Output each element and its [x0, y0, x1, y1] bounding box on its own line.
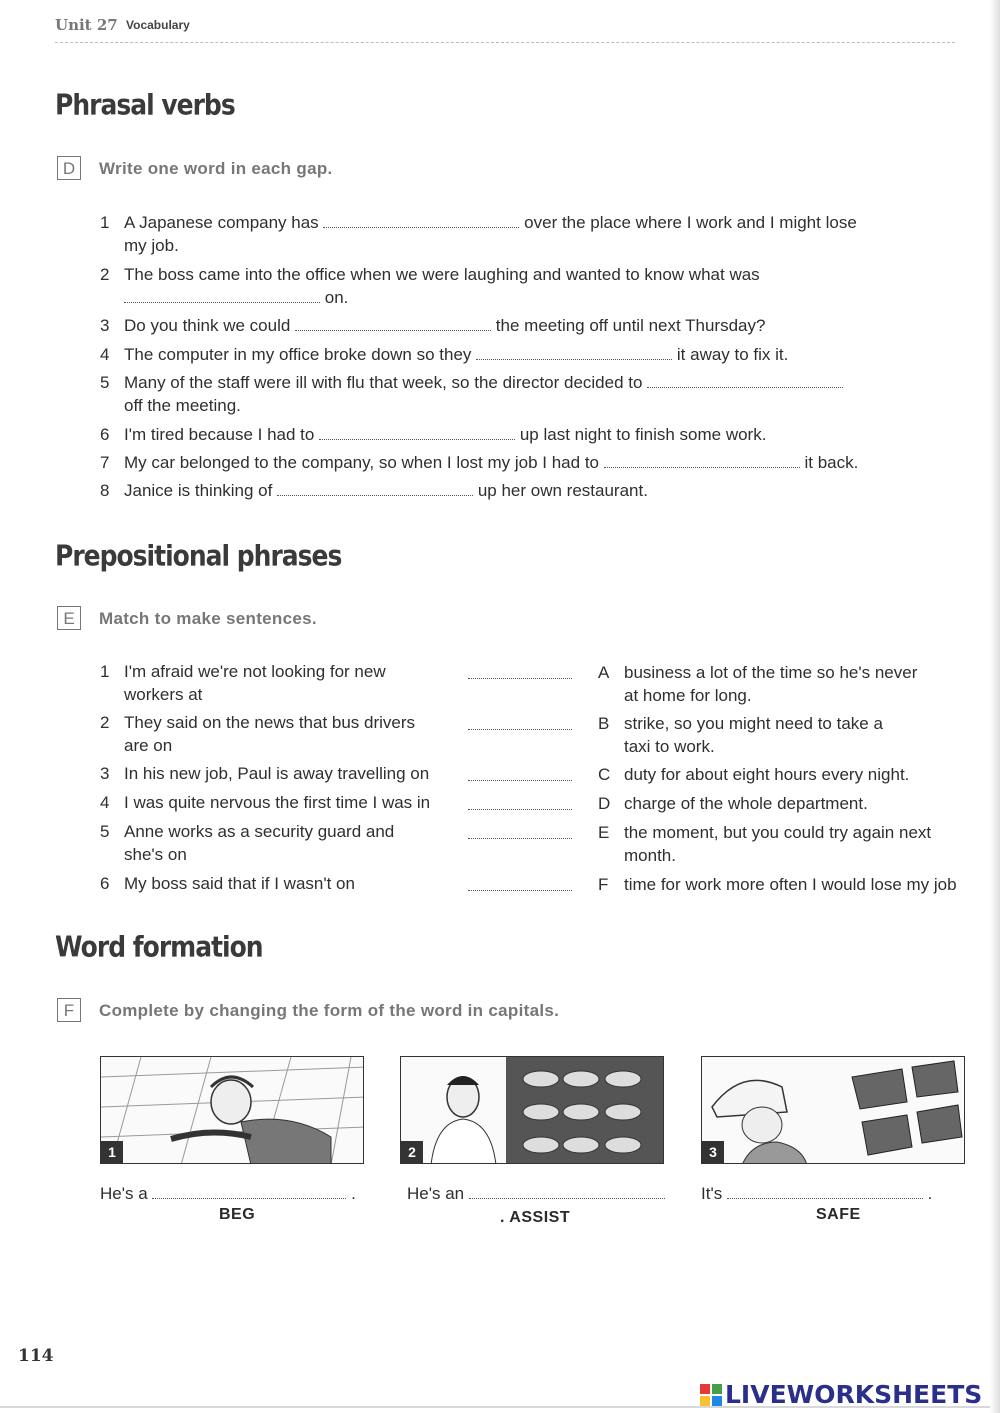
question-number: 7: [100, 453, 110, 472]
section-label: Vocabulary: [126, 18, 190, 32]
answer-gap-6[interactable]: [319, 427, 515, 440]
match-gap-6[interactable]: [468, 890, 572, 891]
wordform-sentence-1: [100, 1184, 356, 1204]
match-text: month.: [624, 846, 676, 865]
match-text: My boss said that if I wasn't on: [124, 874, 355, 893]
wordform-caps-1: BEG: [219, 1206, 256, 1223]
question-number: 4: [100, 345, 110, 364]
beggar-drawing: [101, 1057, 364, 1164]
question-number: 5: [100, 373, 110, 392]
wordform-end: .: [351, 1184, 356, 1203]
question-text: My car belonged to the company, so when I lost my job I had to: [124, 453, 599, 472]
match-left-item: [100, 791, 460, 814]
answer-gap-3[interactable]: [295, 318, 491, 331]
match-text: taxi to work.: [624, 737, 715, 756]
page-number: 114: [18, 1346, 54, 1366]
match-text: she's on: [124, 845, 187, 864]
match-text: are on: [124, 736, 173, 755]
page-edge-shadow: [990, 0, 1000, 1413]
question-text: over the place where I work and I might lose: [524, 213, 857, 232]
question-text: I'm tired because I had to: [124, 425, 315, 444]
match-text: business a lot of the time so he's never: [624, 663, 918, 682]
wordform-sentence-3: [701, 1184, 932, 1204]
wordform-gap-1[interactable]: [152, 1186, 346, 1199]
match-right-item: [598, 712, 988, 758]
match-text: Anne works as a security guard and: [124, 822, 395, 841]
match-left-item: [100, 872, 460, 895]
match-text: time for work more often I would lose my job: [624, 875, 957, 894]
wordform-sentence-2: [407, 1184, 665, 1204]
match-gap-3[interactable]: [468, 780, 572, 781]
match-letter: A: [598, 663, 610, 682]
wordform-prefix: He's an: [407, 1184, 465, 1203]
exercise-instruction-d: Write one word in each gap.: [99, 159, 333, 178]
header-divider: [55, 42, 955, 43]
match-right-item: [598, 873, 990, 896]
match-number: 4: [100, 793, 110, 812]
question-item: [100, 451, 920, 474]
wordform-gap-2[interactable]: [469, 1186, 665, 1199]
match-gap-4[interactable]: [468, 809, 572, 810]
match-gap-1[interactable]: [468, 678, 572, 679]
match-text: They said on the news that bus drivers: [124, 713, 416, 732]
match-text: duty for about eight hours every night.: [624, 765, 910, 784]
question-text: off the meeting.: [124, 396, 241, 415]
match-letter: E: [598, 823, 610, 842]
exercise-instruction-e: Match to make sentences.: [99, 609, 317, 628]
answer-gap-1[interactable]: [323, 215, 519, 228]
question-text: up last night to finish some work.: [519, 425, 767, 444]
brand-logo[interactable]: [700, 1380, 982, 1409]
wordform-prefix: He's a: [100, 1184, 148, 1203]
exercise-letter-f: F: [57, 998, 81, 1022]
question-number: 8: [100, 481, 110, 500]
match-text: at home for long.: [624, 686, 752, 705]
section-title-prepositional: Prepositional phrases: [55, 539, 342, 573]
match-left-item: [100, 711, 460, 757]
liveworksheets-icon: [700, 1384, 722, 1406]
question-number: 1: [100, 213, 110, 232]
bottom-divider: [0, 1406, 1000, 1408]
section-title-phrasal: Phrasal verbs: [55, 88, 235, 122]
match-letter: B: [598, 714, 610, 733]
wordform-gap-3[interactable]: [727, 1186, 923, 1199]
match-left-item: [100, 660, 460, 706]
safety-drawing: [702, 1057, 965, 1164]
answer-gap-5[interactable]: [647, 375, 843, 388]
match-text: workers at: [124, 685, 203, 704]
question-text: my job.: [124, 236, 179, 255]
exercise-letter-e: E: [57, 606, 81, 630]
question-text: A Japanese company has: [124, 213, 319, 232]
question-text: it back.: [804, 453, 859, 472]
illustration-beggar: [100, 1056, 364, 1164]
match-number: 6: [100, 874, 110, 893]
wordform-prefix: It's: [701, 1184, 723, 1203]
match-text: the moment, but you could try again next: [624, 823, 932, 842]
section-title-wordformation: Word formation: [55, 930, 263, 964]
answer-gap-4[interactable]: [476, 347, 672, 360]
answer-gap-7[interactable]: [604, 455, 800, 468]
assistant-drawing: [401, 1057, 664, 1164]
question-text: Janice is thinking of: [124, 481, 273, 500]
question-number: 6: [100, 425, 110, 444]
question-number: 2: [100, 265, 110, 284]
match-letter: F: [598, 875, 609, 894]
match-gap-2[interactable]: [468, 729, 572, 730]
answer-gap-2[interactable]: [124, 290, 320, 303]
question-item: [100, 371, 920, 417]
question-text: the meeting off until next Thursday?: [495, 316, 766, 335]
match-text: I was quite nervous the first time I was in: [124, 793, 431, 812]
match-number: 2: [100, 713, 110, 732]
match-text: strike, so you might need to take a: [624, 714, 883, 733]
question-text: The computer in my office broke down so they: [124, 345, 472, 364]
match-right-item: [598, 792, 988, 815]
match-left-item: [100, 762, 460, 785]
illustration-shop-assistant: [400, 1056, 664, 1164]
question-text: on.: [324, 288, 349, 307]
exercise-letter-d: D: [57, 156, 81, 180]
match-letter: D: [598, 794, 611, 813]
match-number: 3: [100, 764, 110, 783]
match-left-item: [100, 820, 460, 866]
question-text: Many of the staff were ill with flu that week, so the director decided to: [124, 373, 643, 392]
question-item: [100, 343, 920, 366]
match-right-item: [598, 821, 988, 867]
match-right-item: [598, 661, 988, 707]
question-item: [100, 263, 920, 309]
question-text: Do you think we could: [124, 316, 291, 335]
wordform-end: .: [927, 1184, 933, 1203]
unit-label: Unit 27: [55, 16, 118, 34]
brand-name: LIVEWORKSHEETS: [725, 1380, 983, 1409]
match-text: In his new job, Paul is away travelling on: [124, 764, 430, 783]
question-text: The boss came into the office when we were laughing and wanted to know what was: [124, 265, 760, 284]
question-text: it away to fix it.: [676, 345, 789, 364]
picture-number: 3: [702, 1141, 724, 1163]
match-number: 1: [100, 662, 110, 681]
question-number: 3: [100, 316, 110, 335]
question-item: [100, 479, 920, 502]
question-item: [100, 211, 920, 257]
match-text: charge of the whole department.: [624, 794, 868, 813]
answer-gap-8[interactable]: [277, 483, 473, 496]
match-right-item: [598, 763, 988, 786]
question-item: [100, 314, 920, 337]
match-number: 5: [100, 822, 110, 841]
match-gap-5[interactable]: [468, 838, 572, 839]
question-line: [100, 286, 920, 309]
picture-number: 1: [101, 1141, 123, 1163]
question-item: [100, 423, 920, 446]
match-letter: C: [598, 765, 611, 784]
question-text: up her own restaurant.: [477, 481, 648, 500]
picture-number: 2: [401, 1141, 423, 1163]
exercise-instruction-f: Complete by changing the form of the word in capitals.: [99, 1001, 560, 1020]
illustration-safety: [701, 1056, 965, 1164]
match-text: I'm afraid we're not looking for new: [124, 662, 386, 681]
wordform-caps-2: . ASSIST: [500, 1209, 571, 1226]
wordform-caps-3: SAFE: [816, 1206, 861, 1223]
